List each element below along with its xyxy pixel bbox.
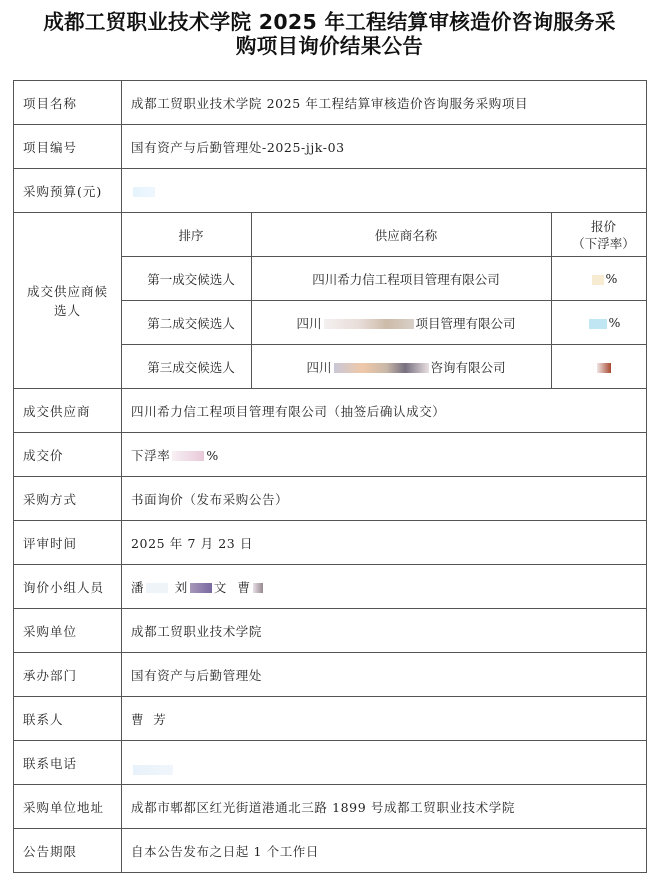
redacted-mark — [592, 275, 604, 285]
candidate-2-quote — [552, 301, 647, 345]
price-prefix: 下浮率 — [131, 447, 171, 463]
row-panel — [14, 565, 647, 609]
result-table — [13, 80, 647, 873]
candidate-2-supplier — [252, 301, 552, 345]
phone-value — [122, 741, 647, 785]
phone-label: 联系电话 — [14, 741, 122, 785]
row-contact — [14, 697, 647, 741]
header-supplier: 供应商名称 — [252, 213, 552, 257]
redacted-mark — [334, 363, 429, 373]
review-time-value: 2025 年 7 月 23 日 — [122, 521, 647, 565]
candidate-1-quote-suffix: % — [605, 271, 618, 286]
winner-label: 成交供应商 — [14, 389, 122, 433]
purchaser-value: 成都工贸职业技术学院 — [122, 609, 647, 653]
row-address — [14, 785, 647, 829]
review-time-label: 评审时间 — [14, 521, 122, 565]
winner-value: 四川希力信工程项目管理有限公司（抽签后确认成交） — [122, 389, 647, 433]
row-period — [14, 829, 647, 873]
candidates-header-row — [14, 213, 647, 257]
redacted-mark — [597, 363, 611, 373]
project-name-label: 项目名称 — [14, 81, 122, 125]
row-purchaser — [14, 609, 647, 653]
header-rank: 排序 — [122, 213, 252, 257]
candidate-2-supplier-suffix: 项目管理有限公司 — [415, 315, 516, 331]
budget-label: 采购预算(元) — [14, 169, 122, 213]
candidate-3-supplier — [252, 345, 552, 389]
candidate-2-supplier-prefix: 四川 — [296, 315, 322, 331]
period-value: 自本公告发布之日起 1 个工作日 — [122, 829, 647, 873]
purchaser-label: 采购单位 — [14, 609, 122, 653]
row-phone — [14, 741, 647, 785]
panel-label: 询价小组人员 — [14, 565, 122, 609]
row-dept — [14, 653, 647, 697]
header-quote — [552, 213, 647, 257]
row-method — [14, 477, 647, 521]
budget-value — [122, 169, 647, 213]
price-suffix: % — [206, 447, 219, 463]
redacted-mark — [172, 451, 204, 461]
row-budget — [14, 169, 647, 213]
method-value: 书面询价（发布采购公告） — [122, 477, 647, 521]
method-label: 采购方式 — [14, 477, 122, 521]
candidate-3-quote — [552, 345, 647, 389]
candidate-2-rank: 第二成交候选人 — [122, 301, 252, 345]
row-project-no — [14, 125, 647, 169]
project-no-value: 国有资产与后勤管理处-2025-jjk-03 — [122, 125, 647, 169]
redacted-mark — [253, 583, 263, 593]
contact-value: 曹 芳 — [122, 697, 647, 741]
dept-value: 国有资产与后勤管理处 — [122, 653, 647, 697]
dept-label: 承办部门 — [14, 653, 122, 697]
panel-name-3: 文 — [213, 579, 227, 595]
row-review-time — [14, 521, 647, 565]
redacted-mark — [146, 583, 168, 593]
candidates-label — [14, 213, 122, 389]
contact-label: 联系人 — [14, 697, 122, 741]
redacted-mark — [190, 583, 212, 593]
candidate-1-quote — [552, 257, 647, 301]
candidate-1-supplier: 四川希力信工程项目管理有限公司 — [252, 257, 552, 301]
header-quote-line-2: （下浮率） — [572, 235, 635, 251]
title-line-2: 购项目询价结果公告 — [235, 34, 424, 58]
header-quote-line-1: 报价 — [590, 218, 616, 234]
candidates-label-line-1: 成交供应商候 — [26, 283, 108, 299]
candidate-2-quote-suffix: % — [608, 315, 621, 330]
row-project-name — [14, 81, 647, 125]
redacted-mark — [324, 319, 414, 329]
candidates-label-line-2: 选人 — [53, 302, 81, 318]
candidate-3-supplier-suffix: 咨询有限公司 — [430, 359, 506, 375]
row-winner — [14, 389, 647, 433]
price-value — [122, 433, 647, 477]
project-name-value: 成都工贸职业技术学院 2025 年工程结算审核造价咨询服务采购项目 — [122, 81, 647, 125]
address-label: 采购单位地址 — [14, 785, 122, 829]
title-line-1: 成都工贸职业技术学院 2025 年工程结算审核造价咨询服务采 — [43, 10, 616, 34]
price-label: 成交价 — [14, 433, 122, 477]
project-no-label: 项目编号 — [14, 125, 122, 169]
page-title — [0, 10, 659, 58]
redacted-mark — [589, 319, 607, 329]
address-value: 成都市郫都区红光街道港通北三路 1899 号成都工贸职业技术学院 — [122, 785, 647, 829]
redacted-mark — [133, 187, 155, 197]
redacted-mark — [133, 765, 173, 775]
panel-name-2: 刘 — [174, 579, 188, 595]
candidate-3-rank: 第三成交候选人 — [122, 345, 252, 389]
row-price — [14, 433, 647, 477]
candidate-3-supplier-prefix: 四川 — [306, 359, 332, 375]
candidate-1-rank: 第一成交候选人 — [122, 257, 252, 301]
panel-value — [122, 565, 647, 609]
period-label: 公告期限 — [14, 829, 122, 873]
panel-name-1: 潘 — [131, 579, 145, 595]
panel-name-4: 曹 — [237, 579, 251, 595]
